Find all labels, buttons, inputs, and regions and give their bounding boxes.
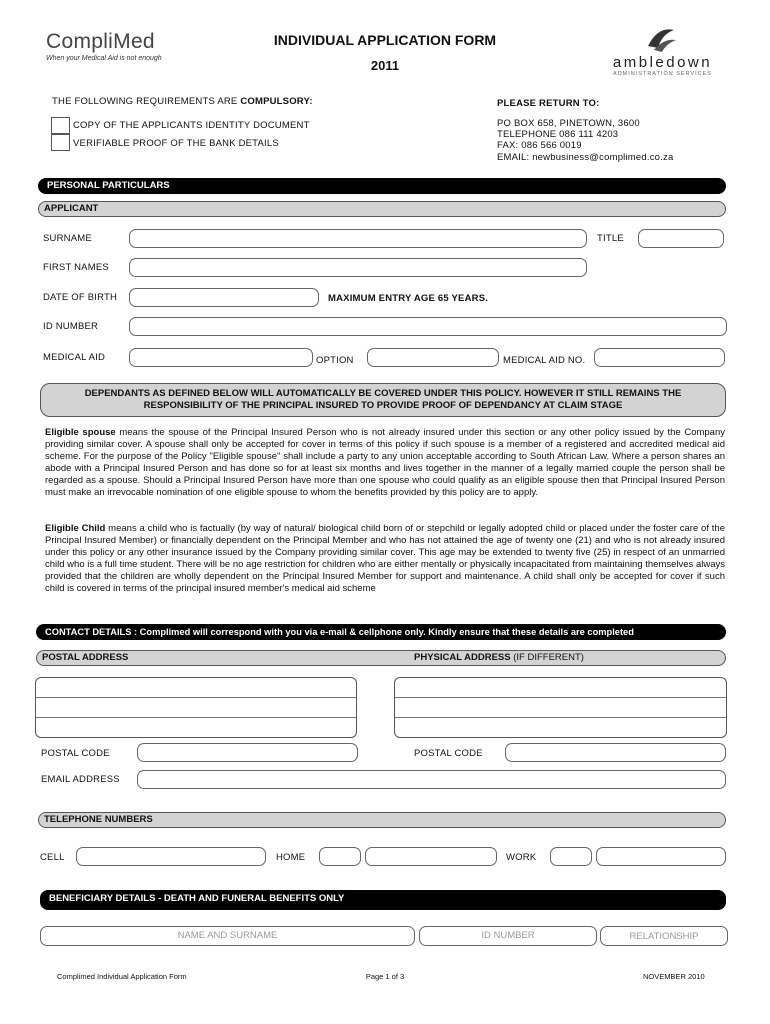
footer-form-name: Complimed Individual Application Form bbox=[57, 972, 187, 981]
complimed-tagline: When your Medical Aid is not enough bbox=[46, 55, 162, 62]
ambledown-tagline: ADMINISTRATION SERVICES bbox=[613, 71, 712, 77]
eligible-spouse-term: Eligible spouse bbox=[45, 427, 116, 438]
eligible-spouse-text: means the spouse of the Principal Insured Person who is not already insured under this section or any other policy issued by the Company providing similar cover. A spouse shall only be accepted for cover in terms of this policy if such spouse is a member of a registered and accredited medical aid scheme. For the purpose of the Policy "Eligible spouse" shall include a party to any union acceptable according to South African Law. Where a person shares an abode with a Principal Insured Person and has done so for at least six months and lives together in the manner of a legally married couple the person shall be regarded as a spouse. Should a Principal Insured Person have more than one spouse who could qualify as an eligible spouse then that Principal Insured Person must make an irrevocable nomination of one eligible spouse to whom the benefits provided by this policy are to apply. bbox=[45, 427, 726, 498]
first-names-input[interactable] bbox=[129, 258, 587, 277]
complimed-logo-text: CompliMed bbox=[46, 30, 155, 53]
return-line: PO BOX 658, PINETOWN, 3600 bbox=[497, 118, 640, 129]
email-address-label: EMAIL ADDRESS bbox=[41, 774, 120, 785]
requirements-intro bbox=[52, 96, 313, 107]
home-code-input[interactable] bbox=[319, 847, 361, 866]
physical-postal-code-input[interactable] bbox=[505, 743, 726, 762]
postal-code-label: POSTAL CODE bbox=[41, 748, 110, 759]
eligible-spouse-paragraph bbox=[45, 427, 725, 499]
id-number-label: ID NUMBER bbox=[43, 321, 99, 332]
home-label: HOME bbox=[276, 852, 306, 863]
form-title: INDIVIDUAL APPLICATION FORM bbox=[273, 32, 497, 48]
return-line: FAX: 086 566 0019 bbox=[497, 140, 582, 151]
postal-address-line-2[interactable] bbox=[36, 698, 356, 718]
postal-code-input[interactable] bbox=[137, 743, 358, 762]
id-number-input[interactable] bbox=[129, 317, 727, 336]
work-number-input[interactable] bbox=[596, 847, 726, 866]
title-label: TITLE bbox=[597, 233, 624, 244]
physical-address-suffix: (IF DIFFERENT) bbox=[510, 652, 584, 663]
physical-address-label bbox=[414, 651, 584, 665]
medical-aid-no-input[interactable] bbox=[594, 348, 725, 367]
first-names-label: FIRST NAMES bbox=[43, 262, 109, 273]
form-year: 2011 bbox=[370, 58, 400, 73]
return-email: EMAIL: newbusiness@complimed.co.za bbox=[497, 152, 674, 163]
physical-address-line-2[interactable] bbox=[395, 698, 726, 718]
work-label: WORK bbox=[506, 852, 537, 863]
id-document-checkbox[interactable] bbox=[51, 117, 70, 134]
beneficiary-header: BENEFICIARY DETAILS - DEATH AND FUNERAL BENEFITS ONLY bbox=[40, 890, 726, 910]
telephone-numbers-header: TELEPHONE NUMBERS bbox=[38, 812, 726, 828]
ambledown-logo bbox=[600, 24, 725, 77]
option-label: OPTION bbox=[316, 355, 354, 366]
requirements-intro-text: THE FOLLOWING REQUIREMENTS ARE bbox=[52, 96, 241, 107]
home-number-input[interactable] bbox=[365, 847, 497, 866]
personal-particulars-header: PERSONAL PARTICULARS bbox=[38, 178, 726, 194]
eligible-child-text: means a child who is factually (by way of natural/ biological child born of or stepchild or legally adopted child or placed under the foster care of the Principal Insured Member) or financially dependent on the Principal Member and who has not attained the age of twenty one (21) and who is not already insured under this policy or any other insurance issued by the Company providing similar cover. This age may be extended to twenty five (25) in respect of an unmarried child who is a full time student. There will be no age restriction for children who are either mentally or physically incapacitated from maintaining themselves always provided that the children are wholly dependent on the Principal Insured Member for support and maintenance. A child shall only be accepted for cover if such child is covered in terms of the principal insured member's medical aid scheme bbox=[45, 523, 725, 594]
physical-address-box[interactable] bbox=[394, 677, 727, 738]
postal-address-line-1[interactable] bbox=[36, 678, 356, 698]
physical-postal-code-label: POSTAL CODE bbox=[414, 748, 483, 759]
requirement-item: COPY OF THE APPLICANTS IDENTITY DOCUMENT bbox=[73, 120, 310, 131]
requirements-intro-bold: COMPULSORY: bbox=[240, 96, 313, 107]
postal-address-box[interactable] bbox=[35, 677, 357, 738]
medical-aid-no-label: MEDICAL AID NO. bbox=[503, 355, 586, 366]
physical-address-text: PHYSICAL ADDRESS bbox=[414, 652, 511, 663]
beneficiary-name-placeholder: NAME AND SURNAME bbox=[177, 930, 278, 941]
cell-label: CELL bbox=[40, 852, 65, 863]
surname-input[interactable] bbox=[129, 229, 587, 248]
surname-label: SURNAME bbox=[43, 233, 92, 244]
footer-date: NOVEMBER 2010 bbox=[643, 972, 705, 981]
eligible-child-paragraph bbox=[45, 523, 725, 595]
cell-input[interactable] bbox=[76, 847, 266, 866]
ambledown-logo-text: ambledown bbox=[612, 54, 713, 71]
dependants-notice-line: DEPENDANTS AS DEFINED BELOW WILL AUTOMATICALLY BE COVERED UNDER THIS POLICY. HOWEVER IT STILL REMAINS THE bbox=[84, 388, 682, 399]
contact-details-header: CONTACT DETAILS : Complimed will correspond with you via e-mail & cellphone only. Kindly ensure that these details are completed bbox=[36, 624, 726, 640]
dependants-notice-line: RESPONSIBILITY OF THE PRINCIPAL INSURED TO PROVIDE PROOF OF DEPENDANCY AT CLAIM STAGE bbox=[143, 400, 623, 411]
postal-address-label: POSTAL ADDRESS bbox=[42, 652, 129, 663]
medical-aid-input[interactable] bbox=[129, 348, 313, 367]
requirement-item: VERIFIABLE PROOF OF THE BANK DETAILS bbox=[73, 138, 279, 149]
option-input[interactable] bbox=[367, 348, 499, 367]
physical-address-line-3[interactable] bbox=[395, 718, 726, 737]
beneficiary-relationship-placeholder: RELATIONSHIP bbox=[629, 931, 699, 942]
dob-input[interactable] bbox=[129, 288, 319, 307]
dependants-notice bbox=[40, 383, 726, 417]
eligible-child-term: Eligible Child bbox=[45, 523, 106, 534]
address-header bbox=[36, 650, 726, 666]
bank-proof-checkbox[interactable] bbox=[51, 134, 70, 151]
ambledown-emblem-icon bbox=[640, 24, 680, 54]
title-input[interactable] bbox=[638, 229, 724, 248]
beneficiary-id-placeholder: ID NUMBER bbox=[481, 930, 535, 941]
email-address-input[interactable] bbox=[137, 770, 726, 789]
applicant-header: APPLICANT bbox=[38, 201, 726, 217]
max-age-note: MAXIMUM ENTRY AGE 65 YEARS. bbox=[328, 293, 489, 304]
return-heading: PLEASE RETURN TO: bbox=[497, 98, 600, 109]
postal-address-line-3[interactable] bbox=[36, 718, 356, 737]
return-line: TELEPHONE 086 111 4203 bbox=[497, 129, 619, 140]
footer-page-number: Page 1 of 3 bbox=[365, 972, 405, 981]
dob-label: DATE OF BIRTH bbox=[43, 292, 118, 303]
work-code-input[interactable] bbox=[550, 847, 592, 866]
medical-aid-label: MEDICAL AID bbox=[43, 352, 106, 363]
physical-address-line-1[interactable] bbox=[395, 678, 726, 698]
